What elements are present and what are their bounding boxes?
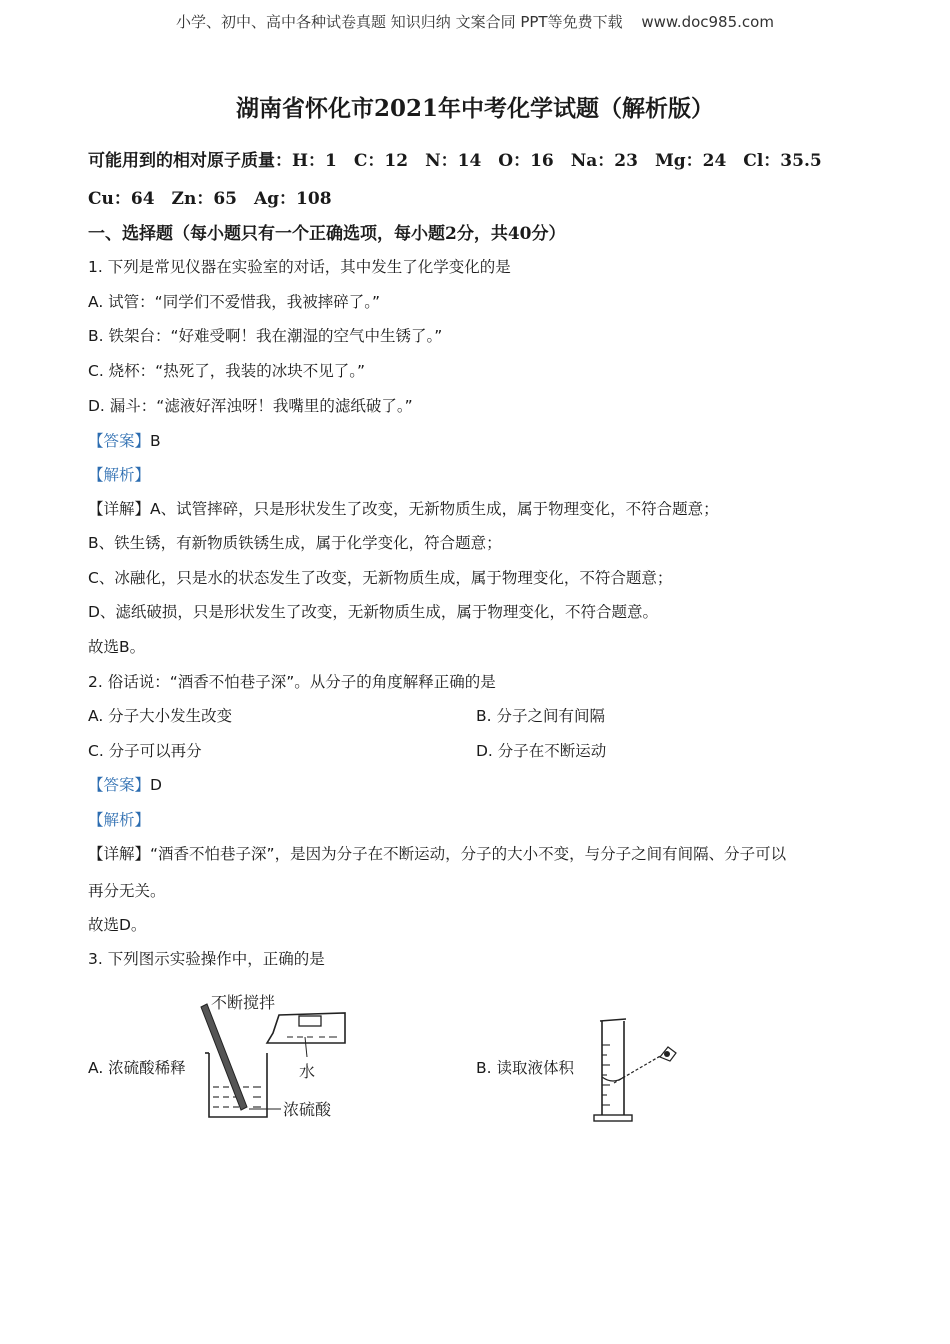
beaker-label <box>299 1016 321 1026</box>
q2-detail-line: 再分无关。 <box>88 882 166 900</box>
q1-analysis-tag: 【解析】 <box>88 466 151 484</box>
q2-answer <box>88 773 162 795</box>
header-url[interactable]: www.doc985.com <box>641 13 774 31</box>
answer-value: B <box>150 432 161 450</box>
glass-rod <box>201 1004 247 1110</box>
label-acid: 浓硫酸 <box>283 1100 332 1119</box>
q2-option-c: C. 分子可以再分 <box>88 742 202 760</box>
q2-option-d: D. 分子在不断运动 <box>476 742 607 760</box>
q1-conclusion: 故选B。 <box>88 638 146 656</box>
q2-option-b: B. 分子之间有间隔 <box>476 707 605 725</box>
q2-conclusion: 故选D。 <box>88 916 147 934</box>
q1-detail-line <box>88 497 719 519</box>
label-stir: 不断搅拌 <box>211 993 276 1012</box>
cylinder-figure <box>586 1015 686 1130</box>
graduations <box>602 1045 610 1105</box>
q2-detail-line <box>88 842 786 864</box>
q3-option-b: B. 读取液体积 <box>476 1059 574 1077</box>
label-water: 水 <box>299 1062 316 1081</box>
q1-detail-line: D、滤纸破损，只是形状发生了改变，无新物质生成，属于物理变化，不符合题意。 <box>88 603 658 621</box>
dilution-figure <box>195 985 360 1125</box>
site-header <box>0 11 950 32</box>
q1-detail-line: C、冰融化，只是水的状态发生了改变，无新物质生成，属于物理变化，不符合题意； <box>88 569 673 587</box>
q1-stem: 1. 下列是常见仪器在实验室的对话，其中发生了化学变化的是 <box>88 258 511 276</box>
detail-tag: 【详解】 <box>88 845 151 863</box>
q1-option-c: C. 烧杯：“热死了，我装的冰块不见了。” <box>88 362 365 380</box>
q2-stem: 2. 俗话说：“酒香不怕巷子深”。从分子的角度解释正确的是 <box>88 673 496 691</box>
q2-option-a: A. 分子大小发生改变 <box>88 707 233 725</box>
q3-option-a: A. 浓硫酸稀释 <box>88 1059 186 1077</box>
cylinder-body <box>602 1021 624 1115</box>
detail-tag: 【详解】 <box>88 500 151 518</box>
q1-option-b: B. 铁架台：“好难受啊！我在潮湿的空气中生锈了。” <box>88 327 443 345</box>
q1-option-d: D. 漏斗：“滤液好浑浊呀！我嘴里的滤纸破了。” <box>88 397 413 415</box>
q2-analysis-tag: 【解析】 <box>88 811 151 829</box>
detail-text: A、试管摔碎，只是形状发生了改变，无新物质生成，属于物理变化，不符合题意； <box>150 500 719 518</box>
header-text: 小学、初中、高中各种试卷真题 知识归纳 文案合同 PPT等免费下载 <box>176 13 623 31</box>
q3-stem: 3. 下列图示实验操作中，正确的是 <box>88 950 325 968</box>
atomic-masses-line2: Cu：64 Zn：65 Ag：108 <box>88 189 332 209</box>
cylinder-base <box>594 1115 632 1121</box>
answer-tag: 【答案】 <box>88 432 151 450</box>
answer-value: D <box>150 776 162 794</box>
q1-option-a: A. 试管：“同学们不爱惜我，我被摔碎了。” <box>88 293 380 311</box>
q1-answer <box>88 429 161 451</box>
q1-detail-line: B、铁生锈，有新物质铁锈生成，属于化学变化，符合题意； <box>88 534 502 552</box>
detail-text: “酒香不怕巷子深”，是因为分子在不断运动，分子的大小不变，与分子之间有间隔、分子可以 <box>150 845 787 863</box>
answer-tag: 【答案】 <box>88 776 151 794</box>
atomic-masses-line1: 可能用到的相对原子质量：H：1 C：12 N：14 O：16 Na：23 Mg：24 Cl：35.5 <box>88 151 822 171</box>
page-title: 湖南省怀化市2021年中考化学试题（解析版） <box>235 95 714 122</box>
section-heading: 一、选择题（每小题只有一个正确选项，每小题2分，共40分） <box>88 224 566 244</box>
